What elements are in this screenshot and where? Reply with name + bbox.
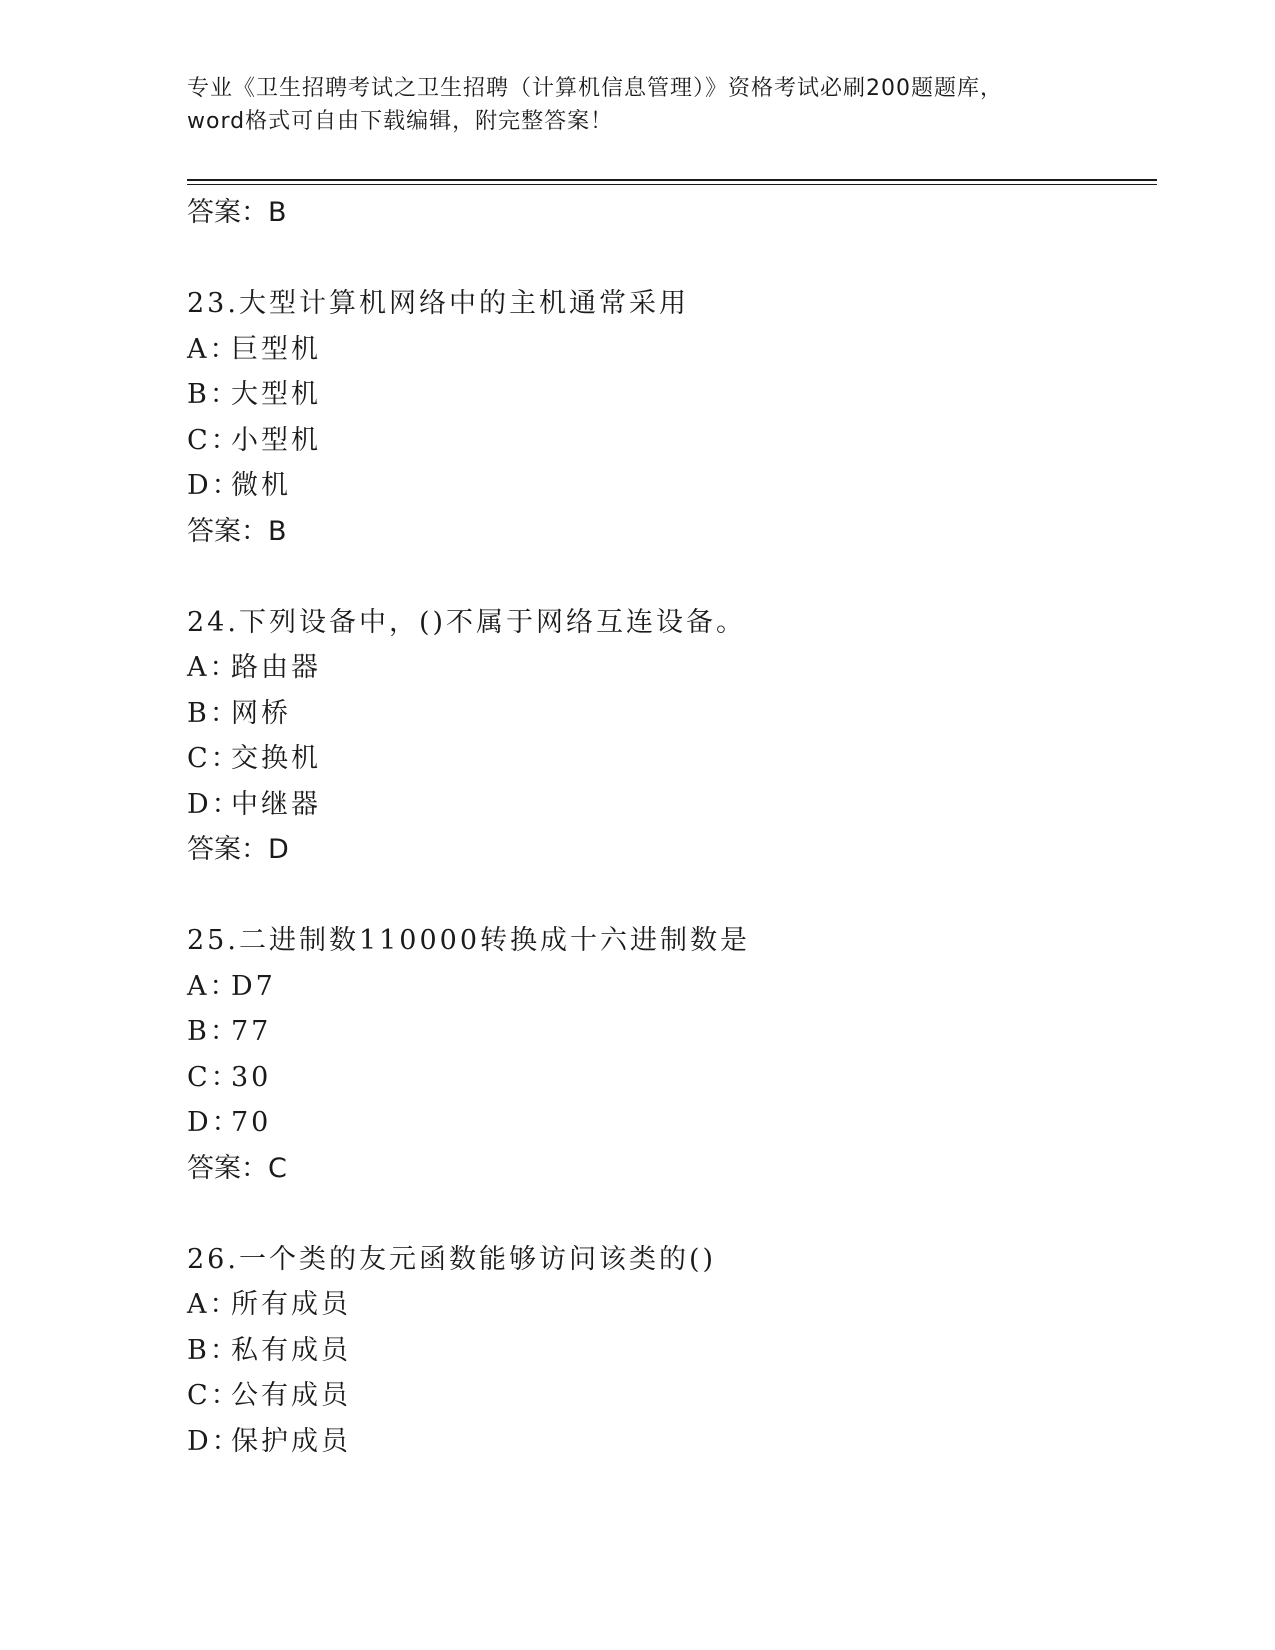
- option-text: 交换机: [231, 743, 321, 774]
- option-text: 公有成员: [231, 1380, 351, 1411]
- option-key: C：: [187, 1061, 241, 1093]
- option-text: 30: [231, 1061, 272, 1093]
- option-text: 路由器: [231, 652, 321, 683]
- header-line-1: 专业《卫生招聘考试之卫生招聘（计算机信息管理）》资格考试必刷200题题库，: [187, 76, 1003, 101]
- option-text: 大型机: [231, 379, 321, 410]
- question-stem: 24.下列设备中，()不属于网络互连设备。: [187, 606, 747, 638]
- option-text: 网桥: [231, 697, 291, 729]
- question-stem: 23.大型计算机网络中的主机通常采用: [187, 288, 689, 319]
- header-divider-thick: [187, 179, 1157, 181]
- option-d: [187, 1419, 1157, 1465]
- option-b: [187, 1009, 1157, 1055]
- option-key: D：: [187, 470, 242, 501]
- option-key: C：: [187, 743, 241, 774]
- question-list: [187, 190, 1157, 1464]
- option-c: [187, 418, 1157, 464]
- option-key: B：: [187, 697, 240, 729]
- option-b: [187, 1328, 1157, 1374]
- header-line-2: word格式可自由下载编辑，附完整答案！: [187, 109, 614, 134]
- option-text: 私有成员: [231, 1334, 351, 1366]
- option-a: [187, 1282, 1157, 1328]
- answer-line: 答案：B: [187, 515, 287, 547]
- option-d: [187, 463, 1157, 509]
- option-d: [187, 782, 1157, 828]
- option-key: A：: [187, 652, 240, 683]
- option-text: 77: [231, 1016, 272, 1047]
- option-b: [187, 691, 1157, 737]
- answer-line: 答案：B: [187, 197, 287, 228]
- option-text: 小型机: [231, 424, 321, 456]
- option-key: D：: [187, 788, 242, 820]
- document-header: [187, 72, 1087, 138]
- option-text: 微机: [231, 470, 291, 501]
- option-key: A：: [187, 970, 240, 1002]
- option-text: 保护成员: [231, 1425, 351, 1457]
- header-divider-thin: [187, 184, 1157, 185]
- option-key: B：: [187, 379, 240, 410]
- answer-line: 答案：C: [187, 1152, 287, 1184]
- question-stem: 26.一个类的友元函数能够访问该类的(): [187, 1243, 717, 1275]
- answer-line: 答案：D: [187, 834, 289, 865]
- option-b: [187, 372, 1157, 418]
- option-text: 70: [231, 1107, 272, 1138]
- option-text: 巨型机: [231, 333, 321, 365]
- option-a: [187, 964, 1157, 1010]
- question-stem: 25.二进制数110000转换成十六进制数是: [187, 925, 751, 956]
- option-text: 中继器: [231, 788, 321, 820]
- option-key: B：: [187, 1334, 240, 1366]
- option-key: D：: [187, 1107, 242, 1138]
- option-a: [187, 645, 1157, 691]
- option-key: A：: [187, 333, 240, 365]
- option-text: 所有成员: [231, 1289, 351, 1320]
- option-key: C：: [187, 424, 241, 456]
- option-d: [187, 1100, 1157, 1146]
- option-a: [187, 327, 1157, 373]
- option-c: [187, 736, 1157, 782]
- option-c: [187, 1373, 1157, 1419]
- option-c: [187, 1055, 1157, 1101]
- option-key: D：: [187, 1425, 242, 1457]
- option-key: A：: [187, 1289, 240, 1320]
- option-text: D7: [231, 970, 276, 1002]
- option-key: C：: [187, 1380, 241, 1411]
- option-key: B：: [187, 1016, 240, 1047]
